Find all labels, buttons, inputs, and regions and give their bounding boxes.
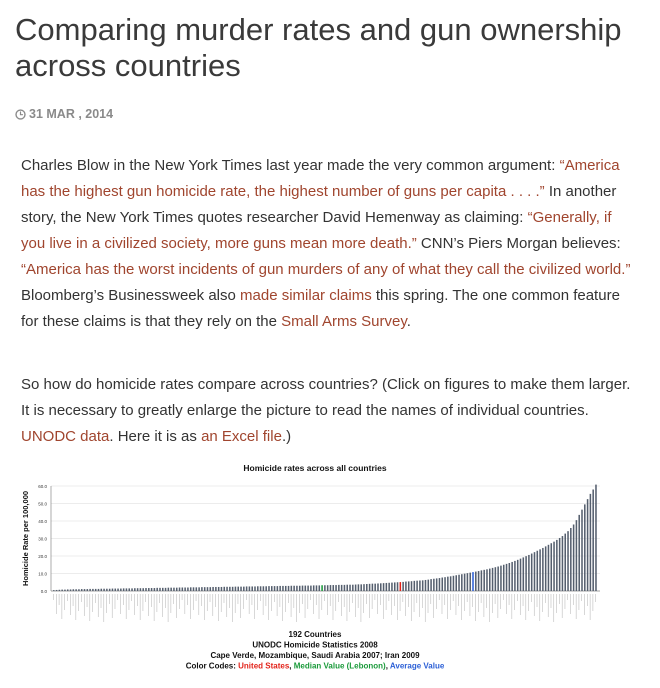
bar [223, 587, 225, 591]
y-tick-label: 60.0 [38, 484, 47, 489]
y-tick-label: 50.0 [38, 501, 47, 507]
bar [338, 585, 340, 591]
bar [576, 520, 578, 591]
bar [439, 578, 441, 591]
link-businessweek[interactable]: made similar claims [240, 287, 372, 304]
bar [274, 586, 276, 591]
bar [145, 588, 147, 591]
bar [397, 582, 399, 591]
bar [190, 587, 192, 591]
bar [302, 586, 304, 591]
intro-text-4: Bloomberg’s Businessweek also [21, 287, 241, 304]
bar [388, 583, 390, 591]
bar [73, 589, 75, 591]
link-quote-blow[interactable]: “America has the highest gun homicide rate, the highest number of guns per capita . . . .” [21, 157, 620, 200]
bar [307, 586, 309, 591]
bar [277, 586, 279, 591]
bar [235, 587, 237, 591]
bar [537, 551, 539, 591]
intro-text-5: this spring. The one common feature for these claims is that they rely on the [21, 287, 620, 330]
color-codes-label: Color Codes: [185, 661, 239, 671]
bar [134, 588, 136, 591]
bar [590, 494, 592, 591]
bar [288, 586, 290, 591]
bar [310, 586, 312, 591]
bar [562, 536, 564, 591]
homicide-chart [15, 460, 615, 680]
bar [414, 581, 416, 591]
bar [422, 580, 424, 591]
bar [511, 562, 513, 591]
bar [408, 581, 410, 591]
bar [360, 584, 362, 591]
bar [523, 557, 525, 591]
bar [170, 588, 172, 591]
bar [428, 580, 430, 591]
bar [559, 538, 561, 591]
bar [464, 574, 466, 591]
intro-text-6: . [406, 313, 411, 330]
bar [215, 587, 217, 591]
bar [419, 581, 421, 592]
bar [335, 585, 337, 591]
bar [168, 588, 170, 591]
post-date-text: 31 MAR , 2014 [29, 107, 114, 121]
bar [327, 585, 329, 591]
post-date [15, 107, 113, 121]
bar [137, 588, 139, 591]
bar [240, 587, 242, 591]
bar [363, 584, 365, 591]
bar [525, 556, 527, 591]
bar [520, 559, 522, 591]
y-tick-label: 40.0 [38, 519, 47, 524]
bar [416, 581, 418, 591]
bar [159, 588, 161, 591]
bar [98, 589, 100, 591]
bar [142, 588, 144, 591]
bar [352, 585, 354, 591]
bar [131, 588, 133, 591]
link-quote-hemenway[interactable]: “Generally, if you live in a civilized society, more guns mean more death.” [21, 209, 612, 252]
bar [573, 525, 575, 592]
legend-entry: United States [238, 661, 290, 671]
bar [425, 580, 427, 591]
bar [346, 585, 348, 591]
bar [268, 586, 270, 591]
bar [349, 585, 351, 591]
y-tick-label: 10.0 [38, 571, 47, 577]
bar [204, 587, 206, 591]
chart-footer-line: Cape Verde, Mozambique, Saudi Arabia 2007; Iran 2009 [210, 651, 420, 660]
bar [293, 586, 295, 591]
bar [324, 585, 326, 591]
bar [355, 585, 357, 591]
bar [570, 528, 572, 591]
bar [400, 582, 402, 591]
bar [411, 581, 413, 591]
bar [313, 585, 315, 591]
bar [341, 585, 343, 591]
bar [553, 542, 555, 591]
bar [581, 510, 583, 591]
bar [528, 555, 530, 591]
bar [201, 587, 203, 591]
bar [117, 589, 119, 591]
bar [450, 576, 452, 591]
bar [162, 588, 164, 591]
bar [173, 588, 175, 591]
bar [447, 577, 449, 591]
bar [578, 515, 580, 591]
bar [305, 586, 307, 591]
bar [84, 589, 86, 591]
bar [254, 586, 256, 591]
bar [75, 589, 77, 591]
compare-text-2: . Here it is as [109, 428, 202, 445]
y-tick-label: 0.0 [40, 589, 47, 594]
bar [246, 586, 248, 591]
bar [95, 589, 97, 591]
bar [257, 586, 259, 591]
y-tick-label: 30.0 [38, 536, 47, 542]
bar [112, 589, 114, 591]
intro-text-1: Charles Blow in the New York Times last year made the very common argument: [21, 157, 560, 174]
bar [514, 561, 516, 591]
bar [89, 589, 91, 591]
bar [260, 586, 262, 591]
bar [332, 585, 334, 591]
bar [212, 587, 214, 591]
bar [461, 574, 463, 591]
bar [372, 584, 374, 591]
bar [207, 587, 209, 591]
bar [402, 582, 404, 591]
bar [176, 588, 178, 591]
bar [455, 575, 457, 591]
bar [243, 587, 245, 591]
legend-entry: Median Value (Lebonon) [293, 661, 386, 671]
bar [433, 579, 435, 591]
bar [377, 583, 379, 591]
bar [92, 589, 94, 591]
bar [156, 588, 158, 591]
page-title: Comparing murder rates and gun ownership across countries [15, 12, 622, 83]
bar [495, 567, 497, 591]
bar [472, 572, 474, 591]
y-tick-label: 20.0 [38, 554, 47, 559]
bar [556, 540, 558, 591]
bar [383, 583, 385, 591]
bar [430, 579, 432, 591]
bar [564, 534, 566, 591]
bar [296, 586, 298, 591]
bar [441, 578, 443, 591]
bar [475, 572, 477, 591]
bar [232, 587, 234, 591]
bar [87, 589, 89, 591]
bar [67, 589, 69, 591]
bar [229, 587, 231, 591]
bar [198, 587, 200, 591]
bar [265, 586, 267, 591]
bar [187, 588, 189, 592]
paragraph-intro [21, 153, 633, 335]
bar [467, 573, 469, 591]
bar [237, 587, 239, 591]
bar [109, 589, 111, 591]
bar [483, 570, 485, 591]
compare-text-3: .) [281, 428, 292, 445]
bar [545, 546, 547, 591]
bar [226, 587, 228, 591]
bar [291, 586, 293, 591]
bar [319, 585, 321, 591]
bar [492, 568, 494, 591]
bar [165, 588, 167, 591]
bar [380, 583, 382, 591]
intro-text-2: In another story, the New York Times quotes researcher David Hemenway as claiming: [21, 183, 617, 226]
bar [497, 567, 499, 592]
paragraph-compare [21, 372, 633, 450]
bar [374, 584, 376, 591]
bar [550, 543, 552, 591]
bar [123, 588, 125, 591]
bar [271, 586, 273, 591]
bar [469, 573, 471, 591]
bar [330, 585, 332, 591]
legend-separator: , [385, 661, 390, 671]
bar [584, 504, 586, 591]
bar [103, 589, 105, 591]
bar [478, 571, 480, 591]
bar [481, 570, 483, 591]
bar [196, 587, 198, 591]
bar [285, 586, 287, 591]
bar [386, 583, 388, 591]
intro-text-3: CNN’s Piers Morgan believes: [416, 235, 621, 252]
bar [358, 584, 360, 591]
bar [344, 585, 346, 591]
compare-text-1: So how do homicide rates compare across countries? (Click on figures to make them larger. It is necessary to greatly enlarge the picture to read the names of individual countries. [21, 376, 631, 419]
bar [321, 585, 323, 591]
bar [500, 566, 502, 591]
bar [81, 589, 83, 591]
bar [53, 590, 55, 591]
bar [101, 589, 103, 591]
bar [279, 586, 281, 591]
bar [210, 587, 212, 591]
bar [567, 531, 569, 591]
chart-footer-line: 192 Countries [288, 630, 342, 639]
bar [193, 587, 195, 591]
bar [221, 587, 223, 591]
bar [263, 586, 265, 591]
bar [179, 588, 181, 592]
bar [458, 575, 460, 591]
bar [391, 583, 393, 591]
bar [531, 554, 533, 591]
bar [542, 548, 544, 591]
bar [595, 485, 597, 591]
bar [151, 588, 153, 591]
bar [506, 564, 508, 591]
bar [249, 586, 251, 591]
bar [517, 560, 519, 591]
bar [106, 589, 108, 591]
link-excel-file[interactable]: an Excel file [201, 428, 282, 445]
chart-title: Homicide rates across all countries [243, 463, 387, 473]
bar [140, 588, 142, 591]
bar [503, 565, 505, 591]
bar [184, 588, 186, 592]
bar [70, 589, 72, 591]
bar [394, 582, 396, 591]
bar [316, 585, 318, 591]
bar [126, 588, 128, 591]
chart-footer-line: UNODC Homicide Statistics 2008 [252, 640, 378, 650]
bar [486, 569, 488, 591]
bar [282, 586, 284, 591]
bar [154, 588, 156, 591]
bar [218, 587, 220, 591]
bar [444, 577, 446, 591]
link-quote-morgan[interactable]: “America has the worst incidents of gun murders of any of what they call the civilized world.” [21, 261, 631, 278]
bar [114, 589, 116, 591]
link-unodc-data[interactable]: UNODC data [21, 428, 110, 445]
bar [453, 576, 455, 591]
bar [299, 586, 301, 591]
bar [405, 582, 407, 591]
bar [369, 584, 371, 591]
link-small-arms-survey[interactable]: Small Arms Survey [281, 313, 407, 330]
bar [539, 549, 541, 591]
bar [366, 584, 368, 591]
bar [548, 545, 550, 591]
bar [120, 589, 122, 591]
bar [78, 589, 80, 591]
legend-separator: , [289, 661, 294, 671]
bar [182, 588, 184, 592]
bar [56, 590, 58, 591]
bar [534, 552, 536, 591]
bar [587, 499, 589, 591]
bar [61, 590, 63, 591]
bar [251, 586, 253, 591]
homicide-chart-figure[interactable] [15, 460, 615, 680]
bar [148, 588, 150, 591]
bar [592, 490, 594, 592]
bar [436, 578, 438, 591]
bar [64, 590, 66, 591]
y-axis-label: Homicide Rate per 100,000 [21, 490, 30, 587]
legend-entry: Average Value [389, 661, 445, 671]
bar [489, 569, 491, 591]
bar [509, 563, 511, 591]
color-codes-legend [186, 662, 445, 671]
bar [128, 588, 130, 591]
bar [59, 590, 61, 591]
clock-icon [15, 109, 26, 120]
